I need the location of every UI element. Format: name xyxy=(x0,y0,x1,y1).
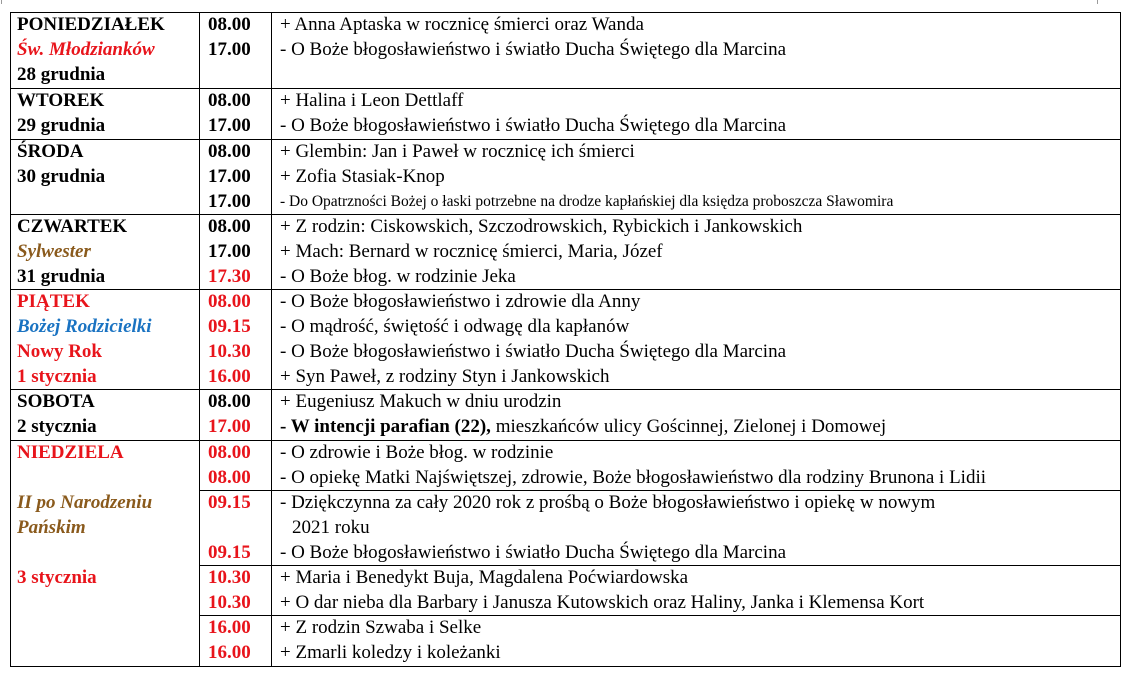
mass-intention: - O opiekę Matki Najświętszej, zdrowie, Boże błogosławieństwo dla rodziny Brunona i Lidii xyxy=(280,467,987,488)
mass-intention: + Anna Aptaska w rocznicę śmierci oraz Wanda xyxy=(280,14,644,35)
mass-intention: + Halina i Leon Dettlaff xyxy=(280,90,464,111)
column-divider xyxy=(1120,12,1121,667)
mass-time: 08.00 xyxy=(208,467,251,488)
mass-time: 17.00 xyxy=(208,39,251,60)
mass-intention: + Z rodzin: Ciskowskich, Szczodrowskich, Rybickich i Jankowskich xyxy=(280,216,803,237)
mass-time: 17.30 xyxy=(208,266,251,287)
mass-time: 08.00 xyxy=(208,216,251,237)
mass-intention: + Glembin: Jan i Paweł w rocznicę ich śmierci xyxy=(280,141,635,162)
day-label-saturday: 2 stycznia xyxy=(17,416,97,437)
day-label-thursday: 31 grudnia xyxy=(17,266,106,287)
mass-time: 08.00 xyxy=(208,14,251,35)
day-label-friday: 1 stycznia xyxy=(17,366,97,387)
mass-intention: - O zdrowie i Boże błog. w rodzinie xyxy=(280,442,554,463)
ruler-ticks xyxy=(0,0,1137,4)
mass-time: 10.30 xyxy=(208,592,251,613)
mass-intention: - O mądrość, świętość i odwagę dla kapłanów xyxy=(280,316,630,337)
mass-intention: - Dziękczynna za cały 2020 rok z prośbą o Boże błogosławieństwo i opiekę w nowym xyxy=(280,492,936,513)
mass-time: 17.00 xyxy=(208,166,251,187)
mass-time: 09.15 xyxy=(208,542,251,563)
mass-time: 16.00 xyxy=(208,642,251,663)
mass-intention: + Maria i Benedykt Buja, Magdalena Poćwiardowska xyxy=(280,567,689,588)
day-label-sunday: 3 stycznia xyxy=(17,567,97,588)
day-label-sunday: NIEDZIELA xyxy=(17,442,124,463)
mass-intention-emphasis: - W intencji parafian (22), xyxy=(280,416,491,437)
day-label-wednesday: 30 grudnia xyxy=(17,166,106,187)
mass-time: 08.00 xyxy=(208,291,251,312)
mass-intention: - O Boże błogosławieństwo i światło Ducha Świętego dla Marcina xyxy=(280,115,787,136)
row-divider xyxy=(10,666,1121,667)
mass-intention: - O Boże błog. w rodzinie Jeka xyxy=(280,266,516,287)
mass-time: 17.00 xyxy=(208,416,251,437)
day-label-friday: PIĄTEK xyxy=(17,291,90,312)
day-label-tuesday: WTOREK xyxy=(17,90,105,111)
column-divider xyxy=(199,12,200,667)
mass-intention: + Zmarli koledzy i koleżanki xyxy=(280,642,501,663)
day-label-monday: PONIEDZIAŁEK xyxy=(17,14,165,35)
mass-time: 08.00 xyxy=(208,391,251,412)
mass-time: 08.00 xyxy=(208,90,251,111)
mass-intention: - O Boże błogosławieństwo i światło Ducha Świętego dla Marcina xyxy=(280,542,787,563)
day-label-thursday: CZWARTEK xyxy=(17,216,128,237)
day-label-sunday: Pańskim xyxy=(17,517,86,538)
day-label-tuesday: 29 grudnia xyxy=(17,115,106,136)
mass-intention: + Syn Paweł, z rodziny Styn i Jankowskich xyxy=(280,366,610,387)
mass-intention xyxy=(280,414,886,439)
mass-time: 08.00 xyxy=(208,141,251,162)
column-divider xyxy=(10,12,11,667)
mass-intention: - Do Opatrzności Bożej o łaski potrzebne na drodze kapłańskiej dla księdza proboszcza Sławomira xyxy=(280,193,894,210)
mass-intention: - O Boże błogosławieństwo i światło Ducha Świętego dla Marcina xyxy=(280,39,787,60)
mass-time: 10.30 xyxy=(208,341,251,362)
mass-time: 16.00 xyxy=(208,366,251,387)
mass-time: 08.00 xyxy=(208,442,251,463)
mass-intention-rest: mieszkańców ulicy Gościnnej, Zielonej i Domowej xyxy=(490,416,887,437)
day-label-monday: 28 grudnia xyxy=(17,64,106,85)
day-label-saturday: SOBOTA xyxy=(17,391,95,412)
day-label-thursday: Sylwester xyxy=(17,241,91,262)
day-label-sunday: II po Narodzeniu xyxy=(17,492,153,513)
day-label-monday: Św. Młodziankó‌w xyxy=(17,39,155,60)
mass-intention: - O Boże błogosławieństwo i zdrowie dla Anny xyxy=(280,291,641,312)
mass-time: 17.00 xyxy=(208,191,251,212)
mass-time: 09.15 xyxy=(208,492,251,513)
mass-intention-continuation: 2021 roku xyxy=(292,517,370,538)
column-divider xyxy=(271,12,272,667)
mass-intention: + O dar nieba dla Barbary i Janusza Kutowskich oraz Haliny, Janka i Klemensa Kort xyxy=(280,592,925,613)
day-label-friday: Nowy Rok xyxy=(17,341,102,362)
mass-time: 16.00 xyxy=(208,617,251,638)
mass-time: 17.00 xyxy=(208,115,251,136)
mass-time: 09.15 xyxy=(208,316,251,337)
mass-intention: + Z rodzin Szwaba i Selke xyxy=(280,617,482,638)
mass-intention: + Zofia Stasiak-Knop xyxy=(280,166,445,187)
mass-intention: - O Boże błogosławieństwo i światło Ducha Świętego dla Marcina xyxy=(280,341,787,362)
day-label-friday: Bożej Rodzicielki xyxy=(17,316,152,337)
row-divider xyxy=(10,389,1121,390)
mass-intention: + Eugeniusz Makuch w dniu urodzin xyxy=(280,391,562,412)
mass-time: 10.30 xyxy=(208,567,251,588)
mass-intention: + Mach: Bernard w rocznicę śmierci, Maria, Józef xyxy=(280,241,663,262)
mass-time: 17.00 xyxy=(208,241,251,262)
row-divider xyxy=(10,440,1121,441)
row-divider xyxy=(10,88,1121,89)
day-label-wednesday: ŚRODA xyxy=(17,141,84,162)
